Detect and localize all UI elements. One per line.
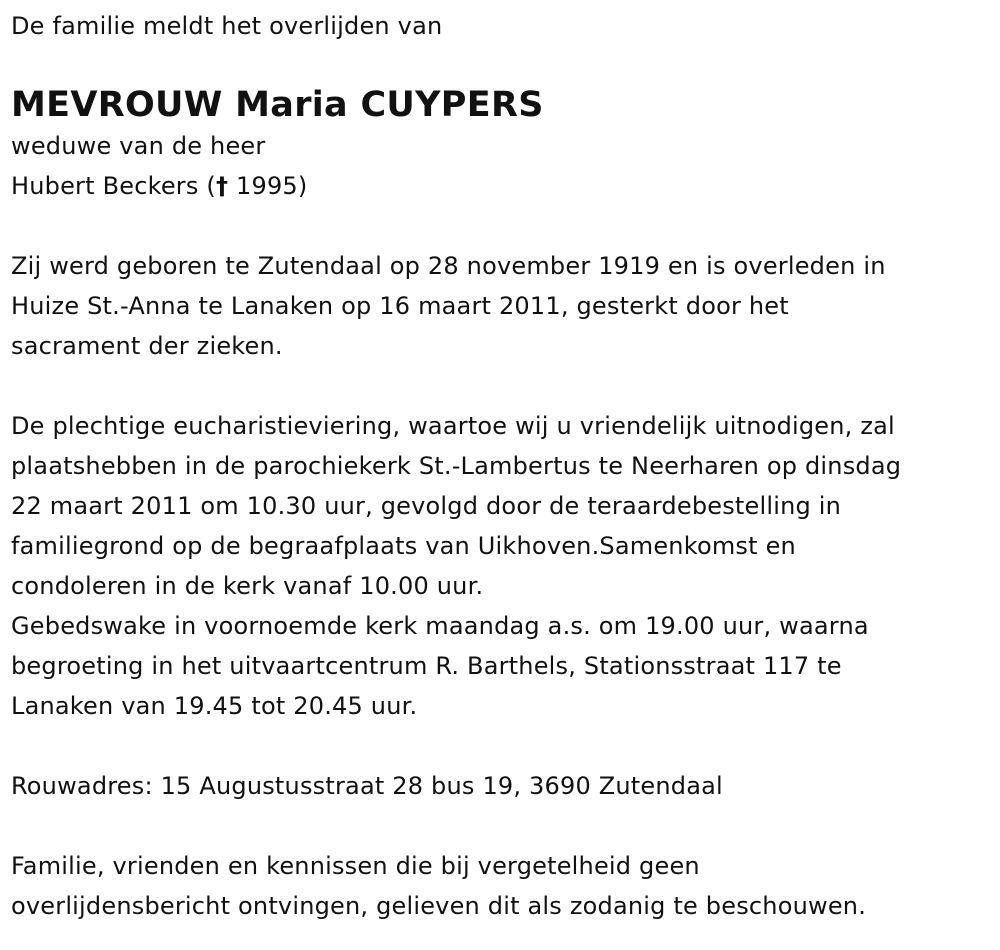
spacer — [11, 726, 1000, 766]
paragraph-line: familiegrond op de begraafplaats van Uikhoven.Samenkomst en — [11, 532, 796, 560]
spouse-year: 1995) — [228, 172, 308, 200]
paragraph-line: Huize St.-Anna te Lanaken op 16 maart 2011, gesterkt door het — [11, 292, 789, 320]
birth-death-paragraph — [11, 246, 1000, 366]
paragraph-line: condoleren in de kerk vanaf 10.00 uur. — [11, 572, 484, 600]
paragraph-line: Zij werd geboren te Zutendaal op 28 november 1919 en is overleden in — [11, 252, 886, 280]
spacer — [11, 366, 1000, 406]
closing-paragraph — [11, 846, 1000, 926]
paragraph-line: Familie, vrienden en kennissen die bij vergetelheid geen — [11, 852, 700, 880]
deceased-name: MEVROUW Maria CUYPERS — [11, 85, 544, 125]
paragraph-line: De plechtige eucharistieviering, waartoe wij u vriendelijk uitnodigen, zal — [11, 412, 895, 440]
intro-text: De familie meldt het overlijden van — [11, 12, 443, 40]
paragraph-line: plaatshebben in de parochiekerk St.-Lambertus te Neerharen op dinsdag — [11, 452, 902, 480]
widow-line: weduwe van de heer — [11, 132, 266, 160]
paragraph-line: 22 maart 2011 om 10.30 uur, gevolgd door de teraardebestelling in — [11, 492, 842, 520]
paragraph-line: begroeting in het uitvaartcentrum R. Barthels, Stationsstraat 117 te — [11, 652, 842, 680]
paragraph-line: Gebedswake in voornoemde kerk maandag a.s. om 19.00 uur, waarna — [11, 612, 869, 640]
paragraph-line: overlijdensbericht ontvingen, gelieven dit als zodanig te beschouwen. — [11, 892, 867, 920]
spouse-name: Hubert Beckers ( — [11, 172, 216, 200]
dagger-icon: † — [215, 172, 229, 200]
mourning-address: Rouwadres: 15 Augustusstraat 28 bus 19, 3690 Zutendaal — [11, 772, 723, 800]
spouse-line — [11, 166, 1000, 206]
ceremony-paragraph — [11, 406, 1000, 726]
paragraph-line: sacrament der zieken. — [11, 332, 283, 360]
spacer — [11, 206, 1000, 246]
paragraph-line: Lanaken van 19.45 tot 20.45 uur. — [11, 692, 418, 720]
spacer — [11, 806, 1000, 846]
